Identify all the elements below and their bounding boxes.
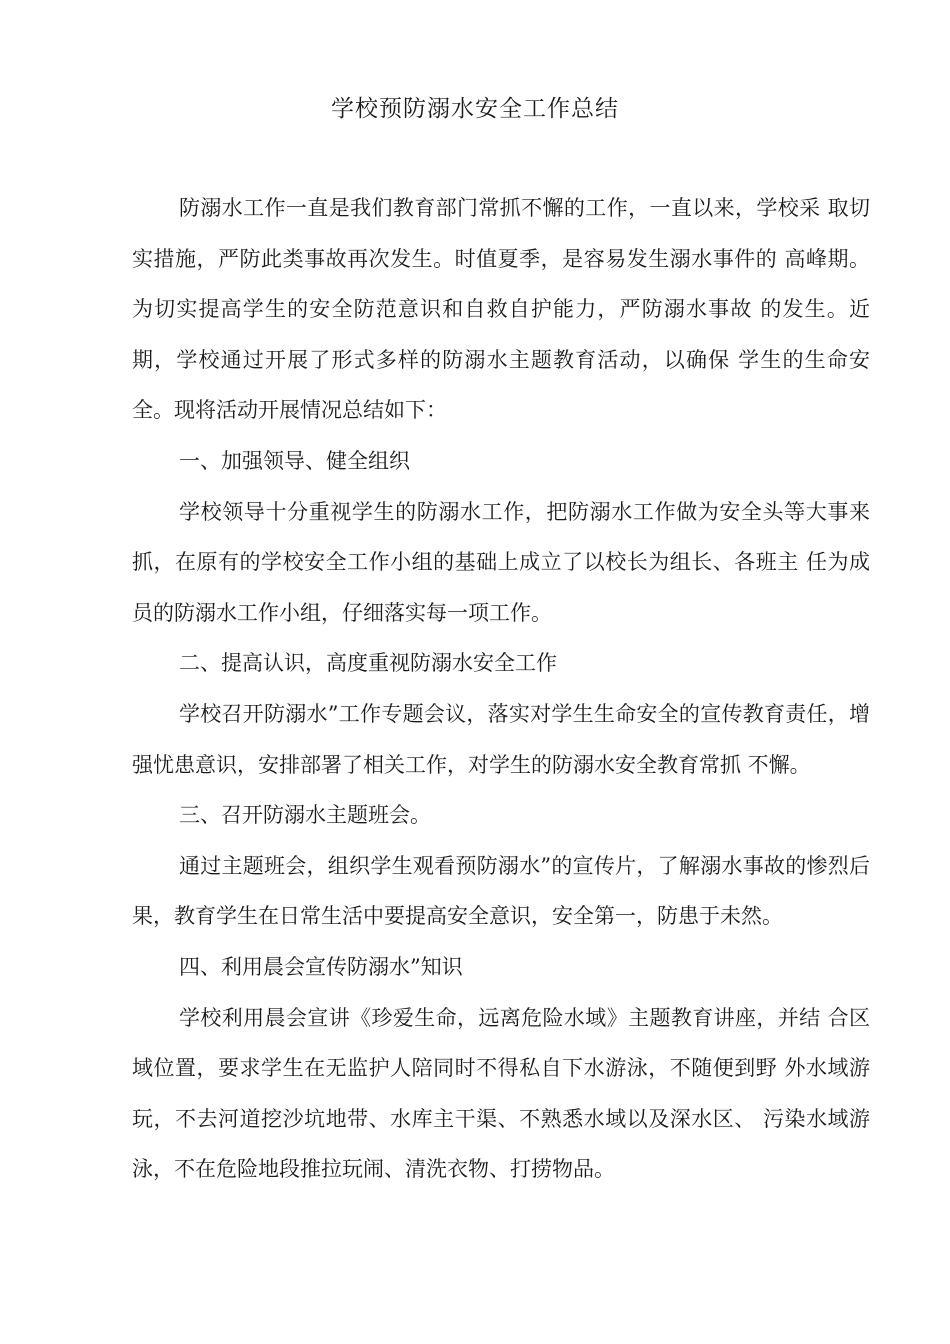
section-heading-awareness: 二、提高认识，高度重视防溺水安全工作 <box>179 651 557 676</box>
section-heading-class-meeting: 三、召开防溺水主题班会。 <box>179 803 431 828</box>
section-paragraph-leadership: 学校领导十分重视学生的防溺水工作，把防溺水工作做为安全头等大事来抓，在原有的学校安全工作小组的基础上成立了以校长为组长、各班主 任为成员的防溺水工作小组，仔细落实每一项工作。 <box>132 499 870 625</box>
section-heading-morning-assembly: 四、利用晨会宣传防溺水”知识 <box>179 954 463 979</box>
document-body <box>132 183 870 1195</box>
intro-paragraph: 防溺水工作一直是我们教育部门常抓不懈的工作，一直以来，学校采 取切实措施，严防此类事故再次发生。时值夏季，是容易发生溺水事件的 高峰期。为切实提高学生的安全防范意识和自救自护能力，严防溺水事故 的发生。近期，学校通过开展了形式多样的防溺水主题教育活动，以确保 学生的生命安全。现将活动开展情况总结如下： <box>132 196 870 423</box>
section-paragraph-morning-assembly: 学校利用晨会宣讲《珍爱生命，远离危险水域》主题教育讲座，并结 合区域位置，要求学生在无监护人陪同时不得私自下水游泳，不随便到野 外水域游玩，不去河道挖沙坑地带、水库主干渠、不熟悉水域以及深水区、 污染水域游泳，不在危险地段推拉玩闹、清洗衣物、打捞物品。 <box>132 1005 870 1182</box>
document-title: 学校预防溺水安全工作总结 <box>331 96 619 122</box>
section-paragraph-awareness: 学校召开防溺水”工作专题会议，落实对学生生命安全的宣传教育责任，增强忧患意识，安排部署了相关工作，对学生的防溺水安全教育常抓 不懈。 <box>132 701 870 777</box>
section-heading-leadership: 一、加强领导、健全组织 <box>179 448 410 473</box>
section-paragraph-class-meeting: 通过主题班会，组织学生观看预防溺水”的宣传片，了解溺水事故的惨烈后果，教育学生在日常生活中要提高安全意识，安全第一，防患于未然。 <box>132 853 870 929</box>
